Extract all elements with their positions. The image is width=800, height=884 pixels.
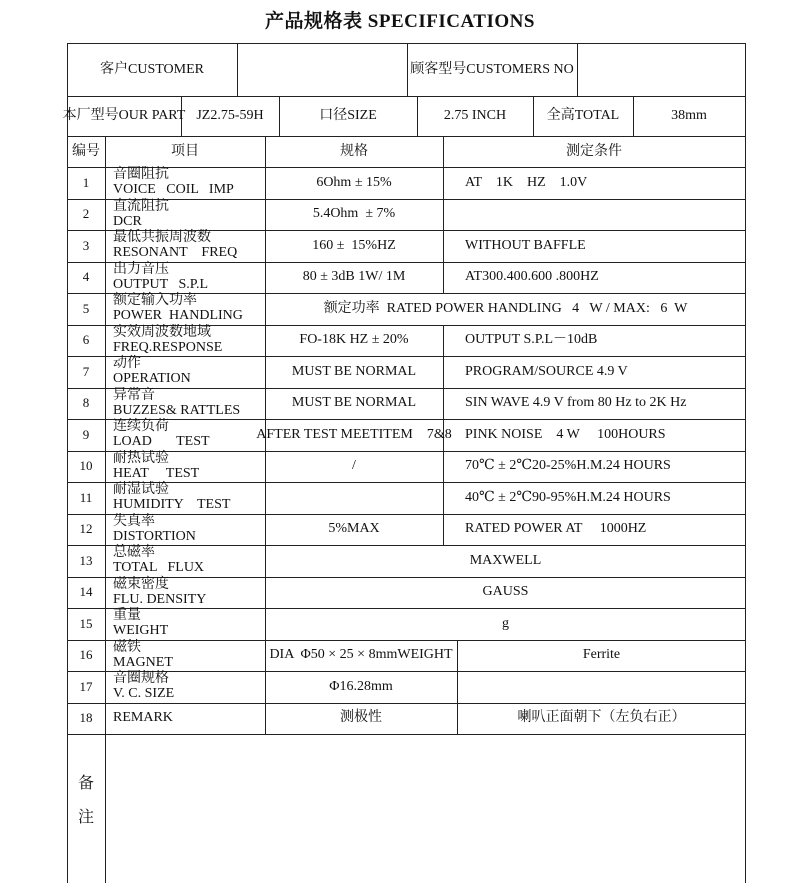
row-merged-value: g — [502, 615, 509, 631]
row-item-label: 磁铁 MAGNET — [113, 639, 173, 670]
row-condition — [465, 199, 746, 231]
row-merged-value: 额定功率 RATED POWER HANDLING 4 W / MAX: 6 W — [323, 300, 688, 316]
row-number: 16 — [79, 647, 93, 663]
row-number: 12 — [79, 521, 93, 537]
row-number: 2 — [82, 206, 90, 222]
row-spec: 6Ohm ± 15% — [316, 174, 392, 190]
col-header-item: 项目 — [171, 143, 199, 159]
remarks-char-2: 注 — [77, 809, 94, 826]
row-spec: 5%MAX — [328, 521, 380, 537]
row-number: 6 — [82, 332, 90, 348]
row-item-label: 磁束密度 FLU. DENSITY — [113, 576, 207, 607]
row-item-label: 出力音压 OUTPUT S.P.L — [113, 261, 209, 292]
row-spec: DIA Φ50 × 25 × 8mm WEIGHT — [269, 647, 453, 663]
row-condition: Ferrite — [582, 647, 621, 663]
our-part-value: JZ2.75-59H — [196, 108, 264, 123]
customer-no-value — [577, 43, 745, 96]
row-item-label: 额定输入功率 POWER HANDLING — [113, 293, 243, 323]
row-number: 4 — [82, 269, 90, 285]
row-condition: AT300.400.600 .800HZ — [465, 269, 599, 285]
col-header-spec: 规格 — [340, 143, 368, 159]
row-condition: PINK NOISE 4 W 100HOURS — [465, 426, 666, 442]
row-item-label: 耐热试验 HEAT TEST — [113, 450, 200, 481]
row-spec: MUST BE NORMAL — [291, 395, 417, 411]
col-header-condition: 测定条件 — [566, 143, 622, 159]
row-number: 7 — [82, 363, 90, 379]
row-item-label: REMARK — [113, 710, 173, 726]
row-item-label: 失真率 DISTORTION — [113, 513, 196, 544]
row-merged-value: MAXWELL — [469, 552, 542, 568]
our-part-label: 本厂型号 OUR PART — [62, 108, 186, 123]
row-number: 10 — [79, 458, 93, 474]
size-label: 口径 SIZE — [319, 108, 377, 123]
row-number: 8 — [82, 395, 90, 411]
row-item-label: 连续负荷 LOAD TEST — [113, 419, 210, 449]
row-item-label: 音圈阻抗 VOICE COIL IMP — [113, 167, 234, 197]
row-spec: / — [352, 458, 356, 474]
row-condition: 70℃ ± 2℃20-25%H.M.24 HOURS — [465, 458, 671, 474]
row-item-label: 异常音 BUZZES& RATTLES — [113, 387, 241, 418]
row-item-label: 重量 WEIGHT — [113, 608, 169, 638]
customer-label: 客户 CUSTOMER — [100, 61, 204, 77]
row-number: 9 — [82, 426, 90, 442]
row-item-label: 直流阻抗 DCR — [113, 198, 169, 229]
row-number: 17 — [79, 678, 93, 694]
row-spec: 160 ± 15%HZ — [312, 237, 396, 253]
row-item-label: 动作 OPERATION — [113, 356, 191, 386]
row-number: 18 — [79, 710, 93, 726]
row-item-label: 耐湿试验 HUMIDITY TEST — [113, 482, 231, 512]
row-number: 3 — [82, 237, 90, 253]
row-item-label: 音圈规格 V. C. SIZE — [113, 671, 175, 701]
row-condition: RATED POWER AT 1000HZ — [465, 521, 647, 537]
customer-no-label: 顾客型号 CUSTOMERS NO — [410, 61, 574, 77]
row-condition: AT 1K HZ 1.0V — [465, 174, 588, 190]
row-item-label: 最低共振周波数 RESONANT FREQ — [113, 230, 238, 260]
size-value: 2.75 INCH — [443, 108, 507, 123]
row-spec: 5.4Ohm ± 7% — [312, 206, 396, 222]
row-item-label: 实效周波数地域 FREQ.RESPONSE — [113, 324, 223, 355]
row-number: 13 — [79, 552, 93, 568]
row-spec: 测极性 — [340, 710, 382, 726]
row-number: 1 — [82, 174, 90, 190]
row-merged-value: GAUSS — [482, 584, 529, 600]
row-condition: SIN WAVE 4.9 V from 80 Hz to 2K Hz — [465, 395, 687, 411]
row-item-label: 总磁率 TOTAL FLUX — [113, 545, 205, 575]
row-condition: OUTPUT S.P.L－10dB — [465, 332, 598, 348]
row-spec: FO-18K HZ ± 20% — [299, 332, 409, 348]
row-number: 14 — [79, 584, 93, 600]
page-title: 产品规格表 SPECIFICATIONS — [265, 11, 535, 32]
remarks-char-1: 备 — [77, 775, 94, 792]
row-spec: 80 ± 3dB 1W/ 1M — [302, 269, 406, 285]
row-spec: MUST BE NORMAL — [291, 363, 417, 379]
total-label: 全高 TOTAL — [546, 108, 620, 123]
col-header-no: 编号 — [72, 143, 100, 159]
row-condition: 喇叭正面朝下（左负右正） — [517, 710, 686, 726]
row-condition: WITHOUT BAFFLE — [465, 237, 586, 253]
spec-sheet — [62, 43, 746, 883]
row-number: 5 — [82, 300, 90, 316]
row-condition: PROGRAM/SOURCE 4.9 V — [465, 363, 628, 379]
row-condition — [479, 671, 746, 703]
row-number: 11 — [79, 489, 93, 505]
row-condition: 40℃ ± 2℃90-95%H.M.24 HOURS — [465, 489, 671, 505]
customer-value — [237, 43, 407, 96]
row-spec: Φ16.28mm — [329, 678, 393, 694]
total-value: 38mm — [671, 108, 707, 123]
row-spec — [265, 482, 443, 514]
row-spec: AFTER TEST MEET ITEM 7&8 — [256, 426, 452, 442]
row-number: 15 — [79, 615, 93, 631]
